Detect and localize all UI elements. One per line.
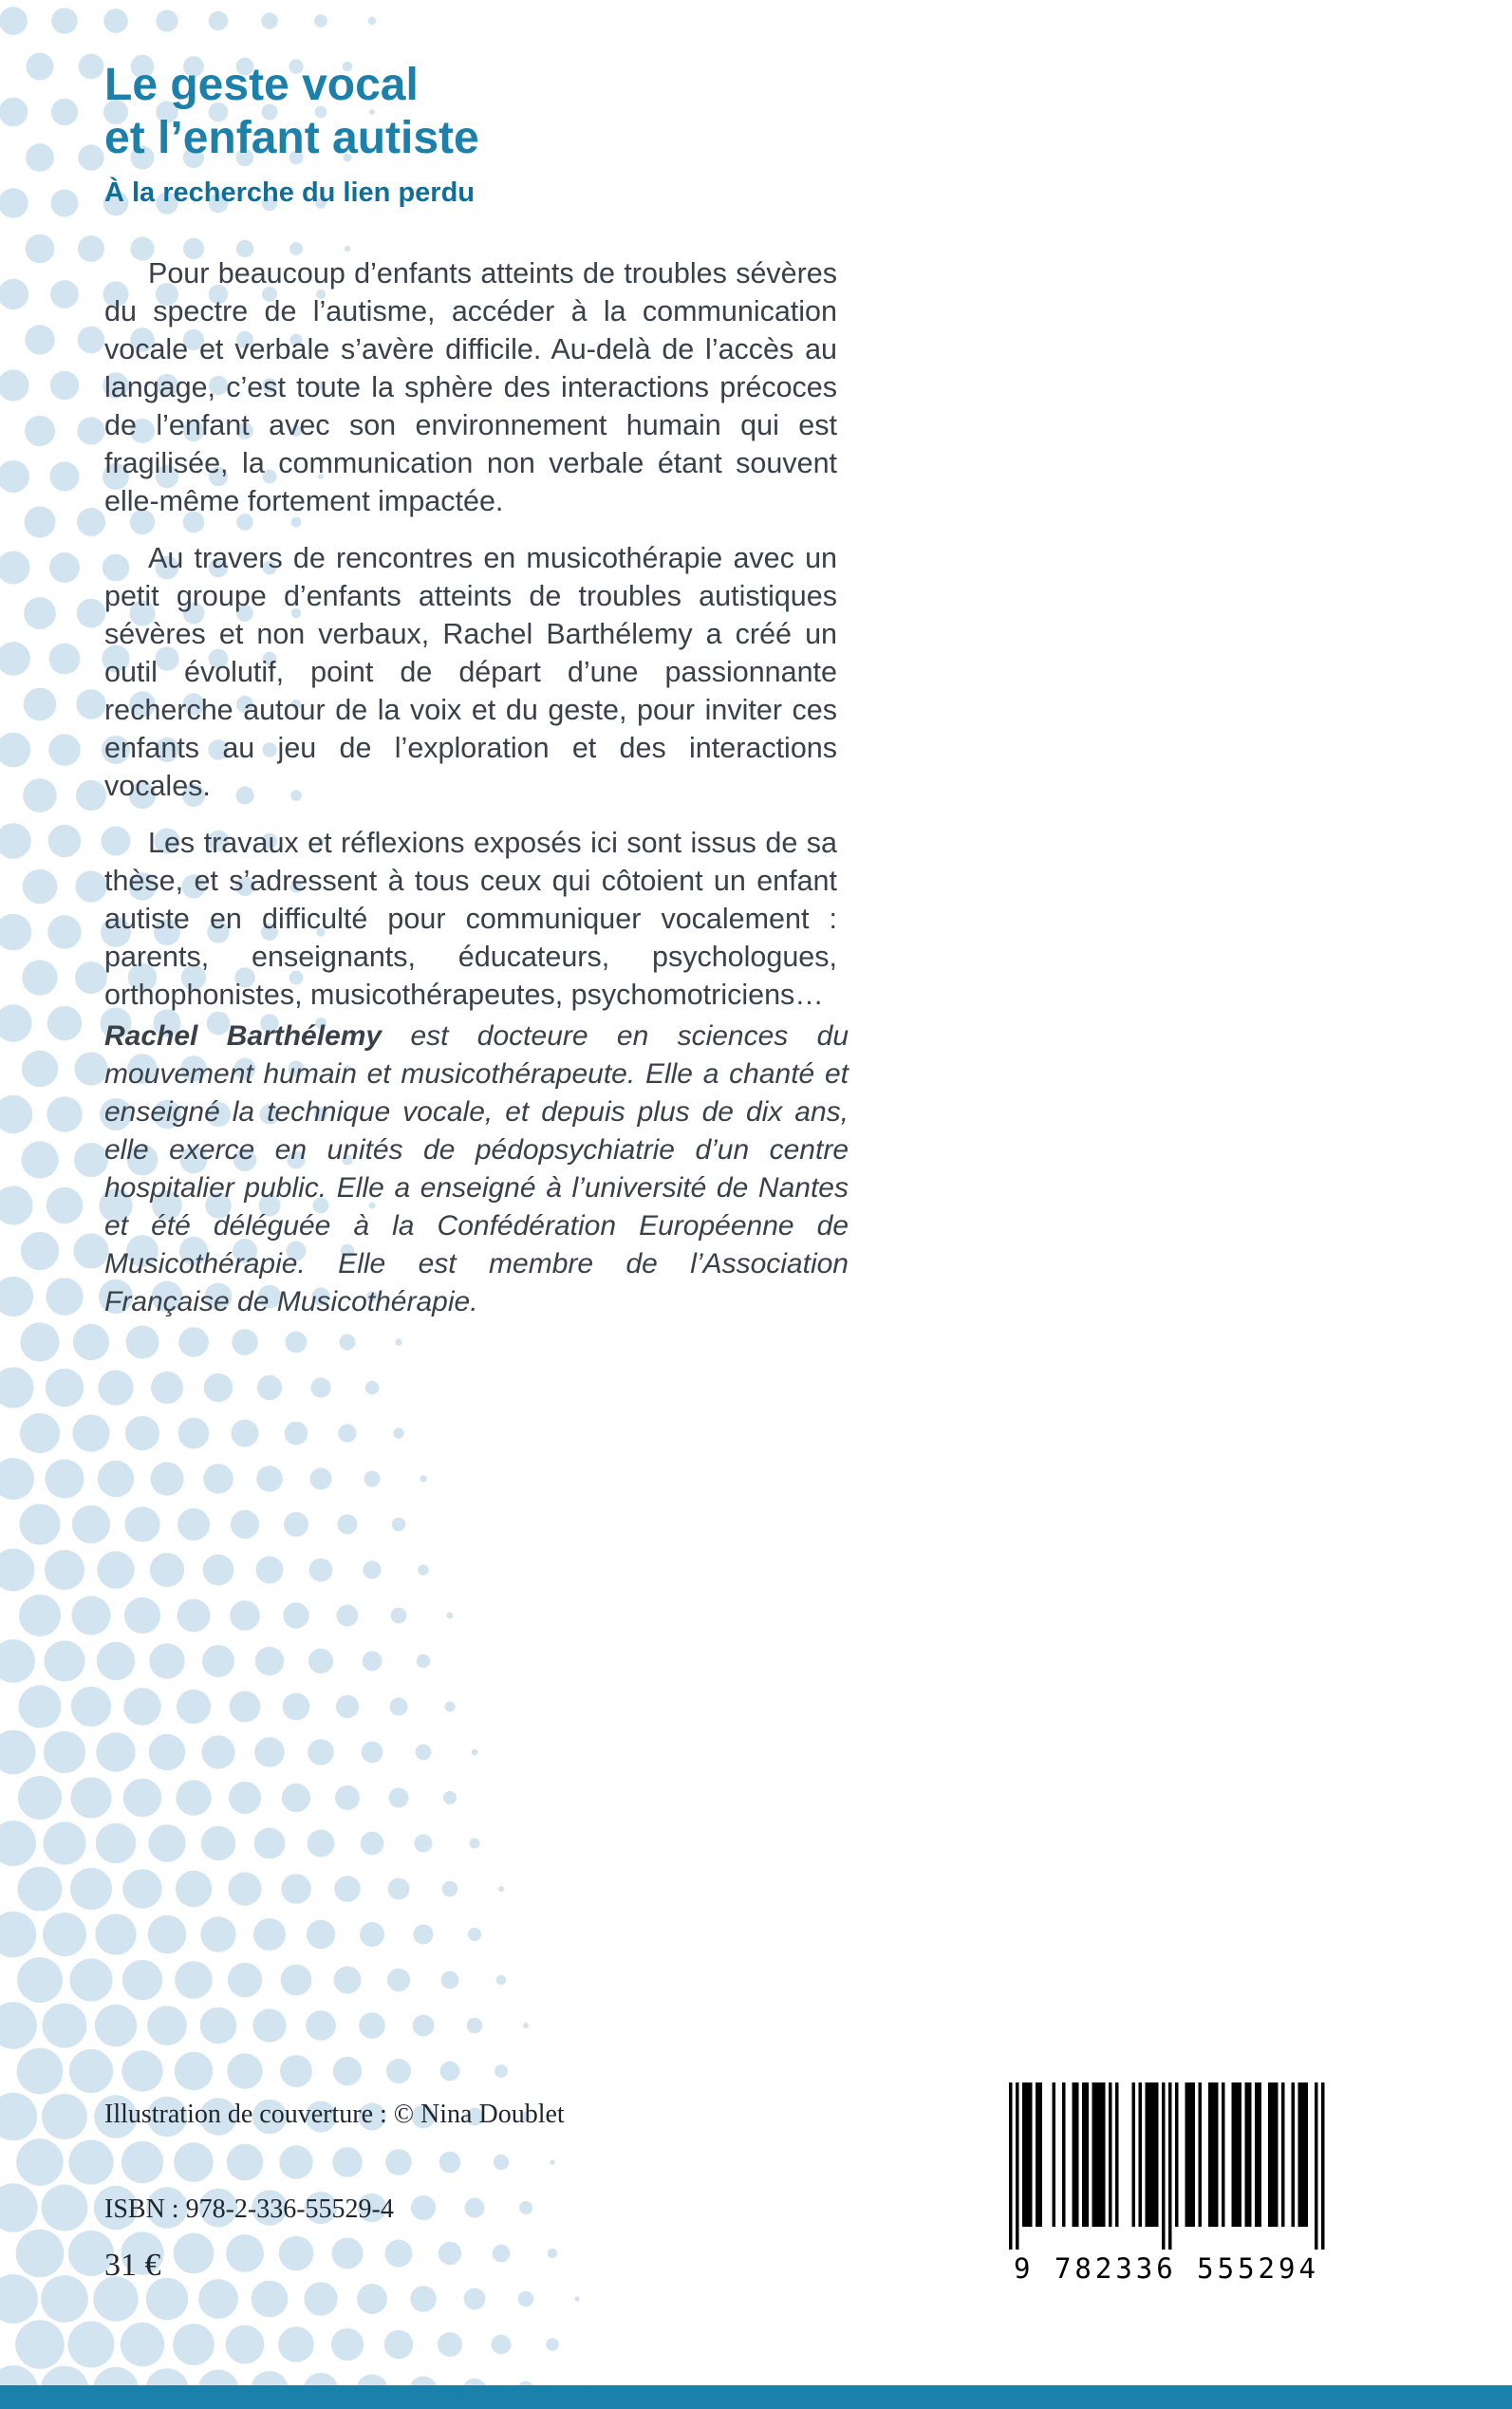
- blurb-paragraph: Pour beaucoup d’enfants atteints de troubles sévères du spectre de l’autisme, accéder à la communication vocale et verbale s’avère difficile. Au-delà de l’accès au langage, c’est toute la sphère des interactions précoces de l’enfant avec son environnement humain qui est fragilisée, la communication non verbale étant souvent elle-même fortement impactée.: [104, 257, 837, 517]
- bottom-accent-strip: [0, 2385, 1512, 2409]
- price: 31 €: [104, 2248, 161, 2283]
- isbn: ISBN : 978-2-336-55529-4: [104, 2194, 394, 2224]
- book-title: [104, 59, 479, 165]
- author-name: Rachel Barthélemy: [104, 1020, 383, 1052]
- blurb-paragraph: Les travaux et réflexions exposés ici sont issus de sa thèse, et s’adressent à tous ceux qui côtoient un enfant autiste en difficulté pour communiquer vocalement : parents, enseignants, éducateurs, psychologues, orthophonistes, musicothérapeutes, psychomotriciens…: [104, 827, 837, 1011]
- barcode-bars-icon: [1009, 2082, 1325, 2250]
- author-bio-body: est docteure en sciences du mouvement humain et musicothérapeute. Elle a chanté et enseigné la technique vocale, et depuis plus de dix ans, elle exerce en unités de pédopsychiatrie d’un centre hospitalier public. Elle a enseigné à l’université de Nantes et été déléguée à la Confédération Européenne de Musicothérapie. Elle est membre de l’Association Française de Musicothérapie.: [104, 1020, 849, 1317]
- book-title-line1: Le geste vocal: [104, 60, 419, 110]
- barcode-number: 9 782336 555294: [1014, 2252, 1319, 2285]
- author-bio-text: [104, 1018, 849, 1321]
- illustration-credit: Illustration de couverture : © Nina Doublet: [104, 2100, 565, 2129]
- book-title-line2: et l’enfant autiste: [104, 113, 479, 163]
- barcode: [995, 2079, 1338, 2303]
- book-subtitle: À la recherche du lien perdu: [104, 177, 475, 208]
- blurb-paragraph: Au travers de rencontres en musicothérapie avec un petit groupe d’enfants atteints de troubles autistiques sévères et non verbaux, Rachel Barthélemy a créé un outil évolutif, point de départ d’une passionnante recherche autour de la voix et du geste, pour inviter ces enfants au jeu de l’exploration et des interactions vocales.: [104, 542, 837, 802]
- title-block: [104, 59, 479, 209]
- blurb: [104, 254, 837, 1033]
- author-bio: [104, 1018, 849, 1321]
